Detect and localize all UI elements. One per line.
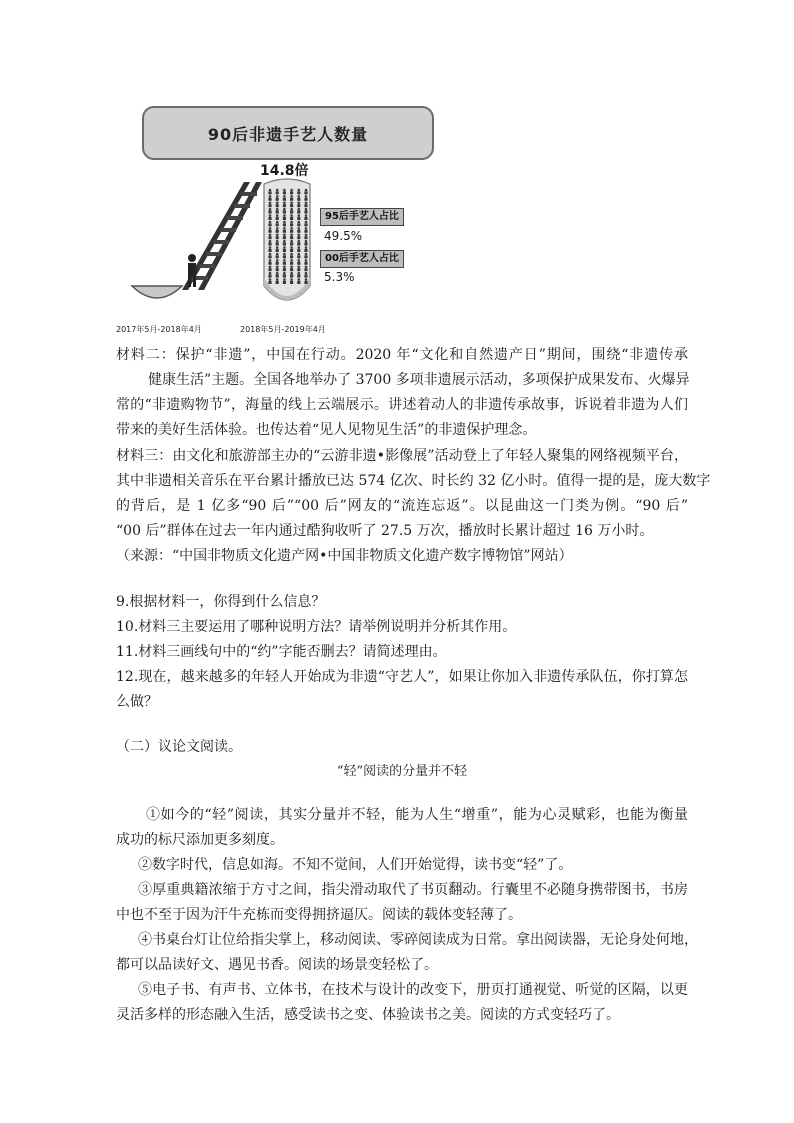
person-icon	[298, 234, 301, 237]
person-icon-body	[304, 249, 307, 252]
person-icon-body	[290, 223, 293, 226]
paragraph-4: ④书桌台灯让位给指尖掌上，移动阅读、零碎阅读成为日常。拿出阅读器，无论身处何地，	[138, 932, 698, 948]
person-icon	[276, 253, 279, 256]
person-icon-body	[276, 236, 279, 239]
person-icon	[269, 266, 272, 269]
person-icon-body	[283, 223, 286, 226]
person-icon-body	[268, 236, 271, 239]
stair-steps	[192, 192, 257, 280]
person-icon	[290, 202, 293, 205]
person-icon-body	[283, 230, 286, 233]
figure-title-box	[142, 106, 434, 160]
material3-line: 的背后，是 1 亿多“90 后”“00 后”网友的“流连忘返”。以昆曲这一门类为例。“90 后”	[116, 498, 688, 514]
person-icon-body	[297, 281, 300, 284]
pct-95-share: 49.5%	[324, 229, 363, 243]
question-9: 9.根据材料一，你得到什么信息？	[116, 594, 326, 610]
person-icon-body	[290, 198, 293, 201]
material2-line: 常的“非遗购物节”，海量的线上云端展示。讲述着动人的非遗传承故事，诉说着非遗为人们	[116, 397, 688, 413]
person-icon	[269, 278, 272, 281]
person-icon-body	[304, 236, 307, 239]
person-icon	[283, 240, 286, 243]
person-icon-body	[276, 217, 279, 220]
person-icon-body	[297, 268, 300, 271]
person-icon-body	[268, 217, 271, 220]
person-icon-body	[297, 204, 300, 207]
person-icon-body	[276, 191, 279, 194]
person-icon-body	[290, 281, 293, 284]
person-icon	[283, 227, 286, 230]
person-icon-body	[268, 198, 271, 201]
person-icon-body	[290, 236, 293, 239]
person-icon	[283, 259, 286, 262]
person-icon-body	[283, 268, 286, 271]
person-icon	[305, 253, 308, 256]
person-icon	[305, 278, 308, 281]
person-icon-body	[304, 243, 307, 246]
person-icon	[276, 278, 279, 281]
person-icon-body	[283, 204, 286, 207]
person-icon	[276, 259, 279, 262]
person-icon-body	[268, 249, 271, 252]
person-icon	[269, 221, 272, 224]
person-icon	[283, 246, 286, 249]
paragraph-3: ③厚重典籍浓缩于方寸之间，指尖滑动取代了书页翻动。行囊里不必随身携带图书，书房	[138, 882, 688, 898]
person-icon	[290, 208, 293, 211]
person-icon	[298, 208, 301, 211]
person-icon-body	[290, 255, 293, 258]
person-icon	[305, 227, 308, 230]
person-icon	[276, 246, 279, 249]
question-12: 12.现在，越来越多的年轻人开始成为非遗“守艺人”，如果让你加入非遗传承队伍，你打算怎	[116, 669, 688, 685]
person-icon	[305, 266, 308, 269]
person-icon	[283, 189, 286, 192]
person-icon-body	[297, 223, 300, 226]
person-icon-body	[268, 268, 271, 271]
person-icon	[298, 214, 301, 217]
person-icon-body	[283, 262, 286, 265]
person-icon-body	[290, 230, 293, 233]
person-icon-body	[283, 236, 286, 239]
infographic	[112, 100, 432, 340]
person-icon	[290, 240, 293, 243]
person-icon	[283, 214, 286, 217]
person-icon	[298, 246, 301, 249]
person-icon-body	[283, 243, 286, 246]
person-icon-body	[304, 198, 307, 201]
question-11: 11.材料三画线句中的“约”字能否删去？请简述理由。	[116, 644, 447, 660]
person-icon	[298, 240, 301, 243]
person-icon	[290, 221, 293, 224]
person-icon-body	[297, 211, 300, 214]
person-icon	[290, 246, 293, 249]
paragraph-2: ②数字时代，信息如海。不知不觉间，人们开始觉得，读书变“轻”了。	[138, 857, 573, 873]
person-icon-body	[276, 204, 279, 207]
person-icon	[298, 253, 301, 256]
person-icon	[298, 272, 301, 275]
person-icon	[283, 272, 286, 275]
person-icon	[290, 266, 293, 269]
person-icon	[269, 195, 272, 198]
person-icon	[298, 202, 301, 205]
person-icon-body	[276, 275, 279, 278]
person-icon-body	[283, 217, 286, 220]
person-icon-body	[276, 211, 279, 214]
person-icon	[298, 221, 301, 224]
person-icon-body	[283, 191, 286, 194]
person-icon	[305, 208, 308, 211]
person-icon	[276, 202, 279, 205]
person-icon-body	[276, 268, 279, 271]
person-icon	[298, 278, 301, 281]
material2-line: 带来的美好生活体验。也传达着“见人见物见生活”的非遗保护理念。	[116, 422, 537, 438]
person-icon-body	[304, 211, 307, 214]
person-icon-body	[304, 217, 307, 220]
person-icon-body	[297, 249, 300, 252]
paragraph-4-cont: 都可以品读好文、遇见书香。阅读的场景变轻松了。	[116, 957, 438, 973]
person-icon	[269, 202, 272, 205]
person-icon	[290, 278, 293, 281]
person-icon	[269, 246, 272, 249]
person-icon	[283, 195, 286, 198]
person-icon	[283, 278, 286, 281]
person-icon	[276, 221, 279, 224]
person-icon-body	[290, 249, 293, 252]
person-icon	[290, 272, 293, 275]
person-icon-body	[268, 281, 271, 284]
person-icon-body	[276, 255, 279, 258]
person-icon	[269, 272, 272, 275]
person-icon-body	[304, 223, 307, 226]
person-icon-body	[268, 275, 271, 278]
person-icon-body	[297, 191, 300, 194]
paragraph-5-cont: 灵活多样的形态融入生活，感受读书之变、体验读书之美。阅读的方式变轻巧了。	[116, 1007, 620, 1023]
person-icon	[283, 202, 286, 205]
paragraph-5: ⑤电子书、有声书、立体书，在技术与设计的改变下，册页打通视觉、听觉的区隔，以更	[138, 982, 688, 998]
period-label-2: 2018年5月-2019年4月	[240, 325, 326, 334]
person-icon	[290, 234, 293, 237]
person-icon	[305, 214, 308, 217]
question-10: 10.材料三主要运用了哪种说明方法？请举例说明并分析其作用。	[116, 619, 517, 635]
label-95-share: 95后手艺人占比	[320, 208, 404, 226]
person-icon	[276, 240, 279, 243]
person-icon	[276, 208, 279, 211]
person-icon	[283, 234, 286, 237]
person-icon-body	[283, 255, 286, 258]
person-icon-body	[290, 204, 293, 207]
person-icon-body	[304, 191, 307, 194]
person-icon	[283, 266, 286, 269]
person-icon	[269, 259, 272, 262]
person-icon-body	[276, 281, 279, 284]
person-icon-body	[283, 211, 286, 214]
person-icon	[305, 246, 308, 249]
person-icon-body	[297, 230, 300, 233]
person-icon	[276, 227, 279, 230]
person-icon-body	[297, 243, 300, 246]
person-icon-body	[297, 217, 300, 220]
person-icon	[269, 189, 272, 192]
person-icon	[305, 195, 308, 198]
person-icon	[283, 221, 286, 224]
person-icon-body	[276, 230, 279, 233]
person-icon	[276, 266, 279, 269]
person-icon-body	[268, 243, 271, 246]
person-icon-body	[297, 275, 300, 278]
label-00-share: 00后手艺人占比	[320, 250, 404, 268]
person-icon	[283, 253, 286, 256]
person-icon	[276, 272, 279, 275]
paragraph-1: ①如今的“轻”阅读，其实分量并不轻，能为人生“增重”，能为心灵赋彩，也能为衡量	[146, 807, 688, 823]
pct-00-share: 5.3%	[324, 270, 355, 284]
person-icon-body	[268, 204, 271, 207]
person-icon-body	[276, 249, 279, 252]
person-icon	[290, 189, 293, 192]
person-icon-body	[283, 281, 286, 284]
person-icon	[305, 240, 308, 243]
person-icon	[305, 202, 308, 205]
person-icon	[276, 189, 279, 192]
person-icon-body	[268, 262, 271, 265]
person-icon	[276, 214, 279, 217]
material3-line: 材料三：由文化和旅游部主办的“云游非遗•影像展”活动登上了年轻人聚集的网络视频平台，	[116, 448, 688, 464]
person-icon	[269, 208, 272, 211]
person-icon	[290, 195, 293, 198]
person-icon	[276, 195, 279, 198]
person-icon-body	[304, 255, 307, 258]
person-icon-body	[276, 243, 279, 246]
source-note: （来源：“中国非物质文化遗产网•中国非物质文化遗产数字博物馆”网站）	[116, 548, 573, 564]
person-icon	[298, 259, 301, 262]
person-icon	[298, 266, 301, 269]
person-icon-body	[290, 268, 293, 271]
person-icon-body	[290, 191, 293, 194]
person-icon-body	[297, 255, 300, 258]
person-icon-body	[304, 281, 307, 284]
person-icon-body	[297, 236, 300, 239]
person-icon	[298, 195, 301, 198]
multiplier-label: 14.8倍	[260, 163, 309, 179]
figure-title: 90后非遗手艺人数量	[207, 124, 369, 144]
paragraph-3-cont: 中也不至于因为汗牛充栋而变得拥挤逼仄。阅读的载体变轻薄了。	[116, 907, 522, 923]
person-icon-body	[290, 262, 293, 265]
person-icon	[290, 227, 293, 230]
person-icon	[305, 189, 308, 192]
person-icon	[290, 259, 293, 262]
person-icon-body	[276, 198, 279, 201]
person-icon-body	[304, 268, 307, 271]
period-label-1: 2017年5月-2018年4月	[116, 325, 202, 334]
section-heading: （二）议论文阅读。	[116, 739, 242, 755]
person-icon	[298, 227, 301, 230]
person-icon-body	[283, 198, 286, 201]
person-icon-body	[304, 204, 307, 207]
person-icon	[305, 259, 308, 262]
person-icon-body	[304, 262, 307, 265]
person-icon-body	[268, 191, 271, 194]
article-title: “轻”阅读的分量并不轻	[336, 764, 468, 779]
person-icon-body	[268, 255, 271, 258]
person-icon-body	[290, 275, 293, 278]
question-12-cont: 么做？	[116, 694, 158, 710]
person-icon	[290, 214, 293, 217]
person-icon-body	[290, 217, 293, 220]
person-icon-body	[283, 249, 286, 252]
person-icon	[305, 272, 308, 275]
paragraph-1-cont: 成功的标尺添加更多刻度。	[116, 832, 284, 848]
person-icon-body	[304, 230, 307, 233]
person-icon	[269, 253, 272, 256]
person-icon	[269, 214, 272, 217]
material2-line: 材料二：保护“非遗”，中国在行动。2020 年“文化和自然遗产日”期间，围绕“非遗传承	[116, 347, 688, 363]
person-icon	[298, 189, 301, 192]
person-icon-body	[297, 198, 300, 201]
person-icon-body	[290, 243, 293, 246]
left-bowl	[132, 286, 182, 298]
person-icon-body	[283, 275, 286, 278]
person-icon-body	[276, 262, 279, 265]
person-icon	[305, 234, 308, 237]
person-icon-body	[268, 230, 271, 233]
person-icon-body	[268, 223, 271, 226]
person-icon	[269, 240, 272, 243]
person-icon	[290, 253, 293, 256]
person-icon	[269, 234, 272, 237]
material2-line: 健康生活”主题。全国各地举办了 3700 多项非遗展示活动，多项保护成果发布、火爆异	[148, 372, 690, 388]
person-icon-body	[304, 275, 307, 278]
person-icon-body	[297, 262, 300, 265]
person-icon-body	[268, 211, 271, 214]
person-icon	[269, 227, 272, 230]
person-icon	[276, 234, 279, 237]
person-icon-body	[290, 211, 293, 214]
person-icon	[305, 221, 308, 224]
person-icon	[283, 208, 286, 211]
material3-line: “00 后”群体在过去一年内通过酷狗收听了 27.5 万次，播放时长累计超过 16 万小时。	[116, 523, 654, 539]
person-icon-body	[276, 223, 279, 226]
material3-line: 其中非遗相关音乐在平台累计播放已达 574 亿次、时长约 32 亿小时。值得一提的是，庞大数字	[116, 473, 711, 489]
